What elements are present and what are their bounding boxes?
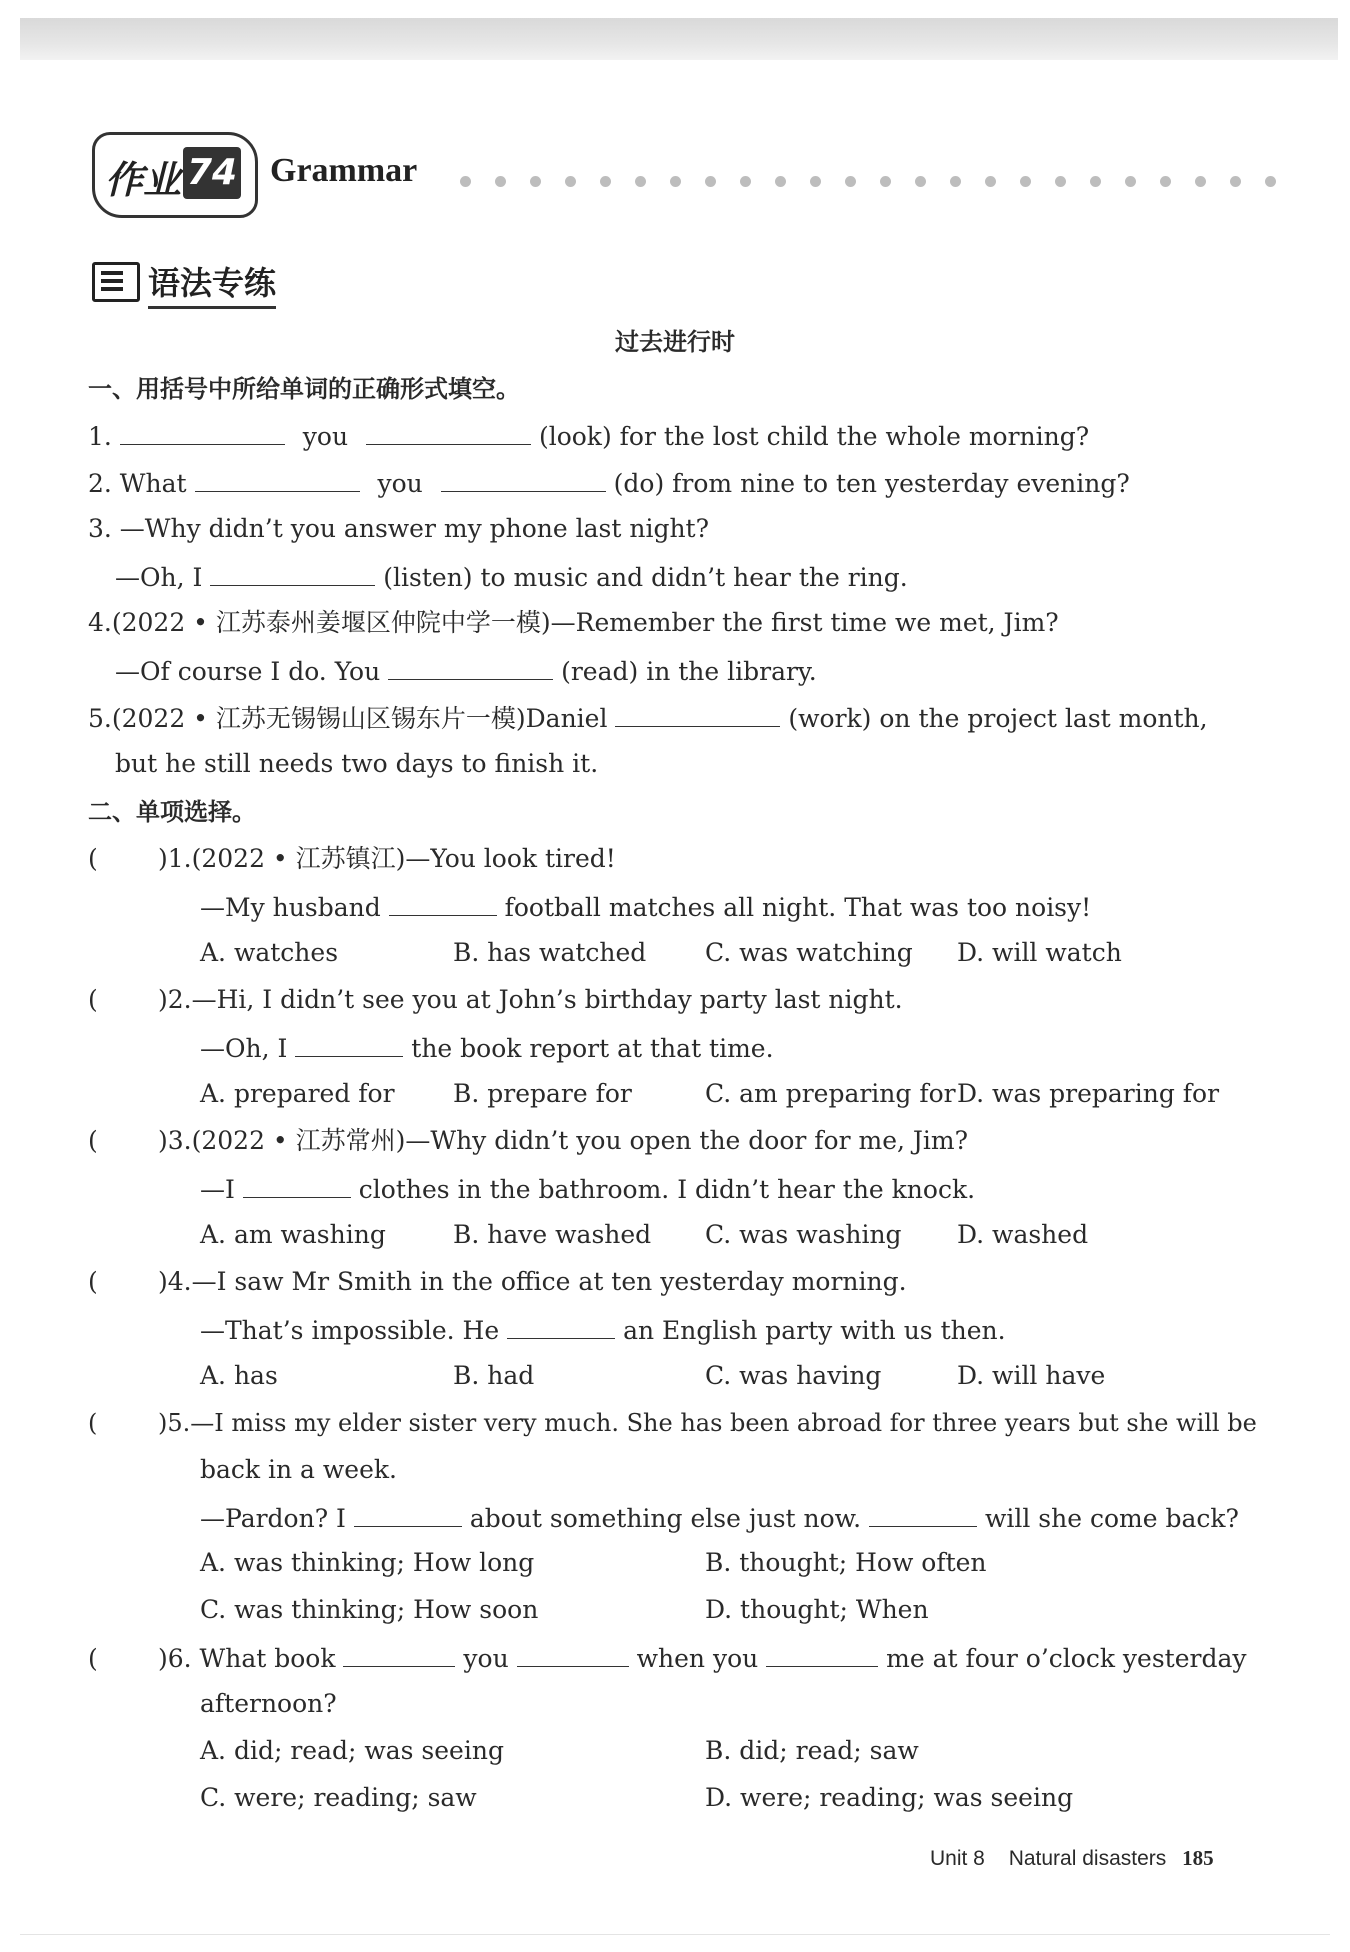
- answer-bracket[interactable]: (: [88, 1409, 98, 1437]
- answer-blank[interactable]: [441, 465, 606, 492]
- q-text: football matches all night. That was too noisy!: [504, 893, 1092, 922]
- dotted-divider: [460, 172, 1310, 182]
- answer-blank[interactable]: [389, 889, 497, 916]
- mc-question-1: [88, 842, 616, 876]
- answer-blank[interactable]: [295, 1030, 403, 1057]
- section-title: 语法专练: [148, 258, 276, 309]
- p1-question-4-answer: [115, 653, 817, 689]
- option-b[interactable]: B. thought; How often: [705, 1548, 987, 1577]
- q-text: )3.(2022 • 江苏常州)—Why didn’t you open the door for me, Jim?: [158, 1126, 969, 1155]
- option-d[interactable]: D. will watch: [957, 938, 1122, 967]
- q-text: the book report at that time.: [411, 1034, 774, 1063]
- q-text: (listen) to music and didn’t hear the ring.: [383, 563, 908, 592]
- mc-question-1-line2: [200, 889, 1091, 925]
- option-a[interactable]: A. am washing: [200, 1220, 386, 1249]
- q-text: —Oh, I: [200, 1034, 288, 1063]
- option-c[interactable]: C. was having: [705, 1361, 882, 1390]
- part1-heading: 一、用括号中所给单词的正确形式填空。: [88, 375, 520, 403]
- answer-bracket[interactable]: (: [88, 844, 98, 873]
- mc-question-3: [88, 1124, 968, 1158]
- option-d[interactable]: D. was preparing for: [957, 1079, 1220, 1108]
- q-text: —Of course I do. You: [115, 657, 381, 686]
- mc-question-6: [88, 1640, 1247, 1676]
- bottom-edge: [20, 1934, 1330, 1935]
- notebook-icon: [92, 262, 140, 302]
- page-header: [92, 132, 1332, 212]
- mc-question-6-line2: afternoon?: [200, 1689, 337, 1718]
- q-text: clothes in the bathroom. I didn’t hear the knock.: [358, 1175, 976, 1204]
- answer-blank[interactable]: [195, 465, 360, 492]
- answer-blank[interactable]: [869, 1500, 977, 1527]
- q-text: )6. What book: [158, 1644, 336, 1673]
- option-d[interactable]: D. thought; When: [705, 1595, 929, 1624]
- badge-number: 74: [183, 147, 241, 199]
- q-text: (do) from nine to ten yesterday evening?: [613, 469, 1130, 498]
- mc-question-2: [88, 983, 903, 1017]
- option-a[interactable]: A. was thinking; How long: [200, 1548, 535, 1577]
- option-d[interactable]: D. will have: [957, 1361, 1106, 1390]
- q-number: 1.: [88, 422, 112, 451]
- answer-bracket[interactable]: (: [88, 1644, 98, 1673]
- q-text: 5.(2022 • 江苏无锡锡山区锡东片一模)Daniel: [88, 704, 608, 733]
- answer-bracket[interactable]: (: [88, 985, 98, 1014]
- answer-blank[interactable]: [366, 418, 531, 445]
- option-c[interactable]: C. was washing: [705, 1220, 902, 1249]
- q-text: (look) for the lost child the whole morning?: [538, 422, 1090, 451]
- q-text: (read) in the library.: [561, 657, 817, 686]
- q-text: —My husband: [200, 893, 381, 922]
- answer-blank[interactable]: [517, 1640, 629, 1667]
- option-b[interactable]: B. has watched: [453, 938, 647, 967]
- badge-label: 作业: [105, 158, 182, 202]
- footer-unit: Unit 8: [930, 1847, 985, 1870]
- option-d[interactable]: D. washed: [957, 1220, 1089, 1249]
- p1-question-4: 4.(2022 • 江苏泰州姜堰区仲院中学一模)—Remember the first time we met, Jim?: [88, 608, 1059, 637]
- q-text: (work) on the project last month,: [788, 704, 1208, 733]
- q-text: —That’s impossible. He: [200, 1316, 500, 1345]
- answer-blank[interactable]: [210, 559, 375, 586]
- q-text: —Pardon? I: [200, 1504, 346, 1533]
- option-a[interactable]: A. watches: [200, 938, 339, 967]
- q-text: you: [377, 469, 423, 498]
- answer-blank[interactable]: [388, 653, 553, 680]
- option-c[interactable]: C. was thinking; How soon: [200, 1595, 539, 1624]
- p1-question-2: [88, 465, 1130, 501]
- option-c[interactable]: C. were; reading; saw: [200, 1783, 477, 1812]
- topic-title: 过去进行时: [615, 328, 735, 356]
- answer-bracket[interactable]: (: [88, 1267, 98, 1296]
- mc-question-3-line2: [200, 1171, 975, 1207]
- top-scan-strip: [20, 18, 1338, 60]
- option-b[interactable]: B. prepare for: [453, 1079, 632, 1108]
- q-text: )4.—I saw Mr Smith in the office at ten yesterday morning.: [158, 1267, 907, 1296]
- q-text: you: [463, 1644, 509, 1673]
- p1-question-3: 3. —Why didn’t you answer my phone last night?: [88, 514, 710, 543]
- q-text: will she come back?: [984, 1504, 1239, 1533]
- q-text: you: [302, 422, 349, 451]
- q-text: 2. What: [88, 469, 187, 498]
- homework-badge: [92, 132, 258, 218]
- p1-question-1: [88, 418, 1089, 454]
- part2-heading: 二、单项选择。: [88, 798, 256, 826]
- q-text: me at four o’clock yesterday: [886, 1644, 1247, 1673]
- page-title: Grammar: [270, 152, 418, 189]
- p1-question-5-cont: but he still needs two days to finish it.: [115, 749, 599, 778]
- footer-topic: Natural disasters: [1008, 1847, 1167, 1870]
- answer-blank[interactable]: [354, 1500, 462, 1527]
- option-a[interactable]: A. prepared for: [200, 1079, 395, 1108]
- q-text: )5.—I miss my elder sister very much. She has been abroad for three years but she will be: [158, 1409, 1257, 1437]
- mc-question-5-line3: [200, 1500, 1239, 1536]
- option-d[interactable]: D. were; reading; was seeing: [705, 1783, 1074, 1812]
- mc-question-4-line2: [200, 1312, 1006, 1348]
- answer-blank[interactable]: [243, 1171, 351, 1198]
- option-c[interactable]: C. was watching: [705, 938, 913, 967]
- p1-question-5: [88, 700, 1208, 736]
- answer-bracket[interactable]: (: [88, 1126, 98, 1155]
- q-text: when you: [636, 1644, 759, 1673]
- option-b[interactable]: B. have washed: [453, 1220, 652, 1249]
- option-b[interactable]: B. had: [453, 1361, 535, 1390]
- mc-question-5-line2: back in a week.: [200, 1455, 397, 1484]
- q-text: )1.(2022 • 江苏镇江)—You look tired!: [158, 844, 616, 873]
- mc-question-2-line2: [200, 1030, 774, 1066]
- answer-blank[interactable]: [766, 1640, 878, 1667]
- option-b[interactable]: B. did; read; saw: [705, 1736, 919, 1765]
- p1-question-3-answer: [115, 559, 908, 595]
- answer-blank[interactable]: [343, 1640, 455, 1667]
- option-c[interactable]: C. am preparing for: [705, 1079, 956, 1108]
- q-text: )2.—Hi, I didn’t see you at John’s birthday party last night.: [158, 985, 903, 1014]
- page-footer: [930, 1846, 1214, 1871]
- q-text: —I: [200, 1175, 235, 1204]
- mc-question-5: [88, 1406, 1257, 1440]
- q-text: about something else just now.: [469, 1504, 862, 1533]
- answer-blank[interactable]: [507, 1312, 615, 1339]
- mc-question-4: [88, 1265, 907, 1299]
- q-text: an English party with us then.: [623, 1316, 1006, 1345]
- q-text: —Oh, I: [115, 563, 203, 592]
- page-number: 185: [1182, 1846, 1214, 1870]
- option-a[interactable]: A. has: [200, 1361, 278, 1390]
- answer-blank[interactable]: [120, 418, 285, 445]
- answer-blank[interactable]: [615, 700, 780, 727]
- option-a[interactable]: A. did; read; was seeing: [200, 1736, 504, 1765]
